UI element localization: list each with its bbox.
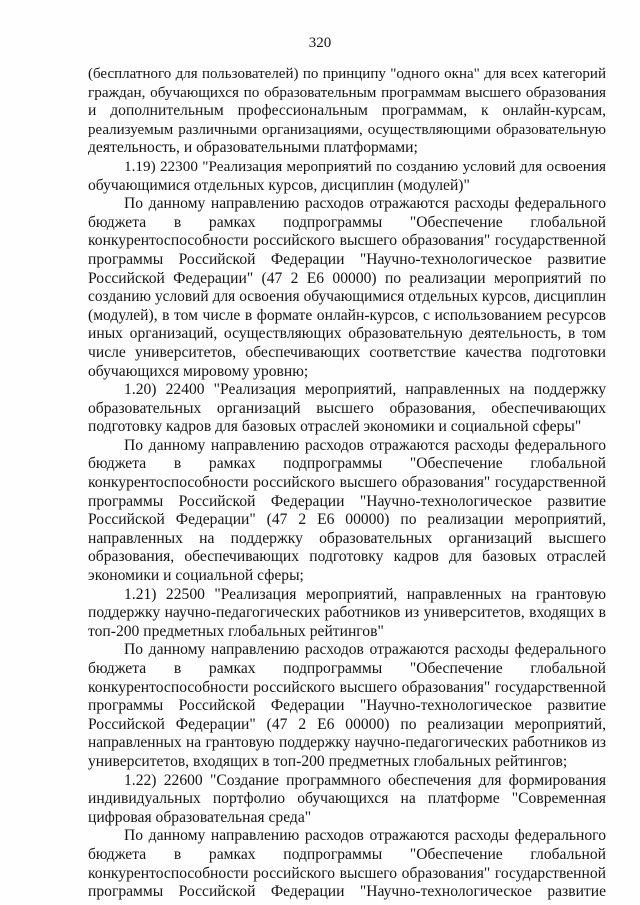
text-line: программы Российской Федерации "Научно-технологическое развитие <box>88 492 606 510</box>
text-line: конкурентоспособности российского высшего образования" государственной <box>88 474 606 492</box>
text-line: поддержку научно-педагогических работников из университетов, входящих в <box>88 604 606 622</box>
text-line: программы Российской Федерации "Научно-технологическое развитие <box>88 697 606 715</box>
text-line: программы Российской Федерации "Научно-технологическое развитие <box>88 250 606 268</box>
text-line: (модулей), в том числе в формате онлайн-курсов, с использованием ресурсов <box>88 306 606 324</box>
text-line: университетов, входящих в топ-200 предметных глобальных рейтингов; <box>88 752 568 770</box>
text-line: обучающимися отдельных курсов, дисциплин (модулей)" <box>88 176 470 194</box>
text-line: числе университетов, обеспечивающих соответствие качества подготовки <box>88 343 606 361</box>
text-line: 1.22) 22600 "Создание программного обеспечения для формирования <box>124 771 606 789</box>
text-line: реализуемым различными организациями, осуществляющими образовательную <box>88 121 606 138</box>
text-line: конкурентоспособности российского высшего образования" государственной <box>88 678 606 696</box>
text-line: Российской Федерации" (47 2 Е6 00000) по реализации мероприятий, <box>88 715 606 733</box>
document-body <box>88 65 606 902</box>
text-line: По данному направлению расходов отражаются расходы федерального <box>124 436 606 454</box>
text-line: обучающихся мировому уровню; <box>88 362 309 380</box>
text-line: созданию условий для освоения обучающимися отдельных курсов, дисциплин <box>88 288 606 306</box>
text-line: 1.19) 22300 "Реализация мероприятий по созданию условий для освоения <box>124 157 606 175</box>
text-line: направленных на поддержку образовательных организаций высшего <box>88 529 606 547</box>
text-line: направленных на грантовую поддержку научно-педагогических работников из <box>88 734 606 752</box>
text-line: бюджета в рамках подпрограммы "Обеспечение глобальной <box>88 213 606 231</box>
text-line: По данному направлению расходов отражаются расходы федерального <box>124 827 606 845</box>
text-line: Российской Федерации" (47 2 Е6 00000) по реализации мероприятий по <box>88 269 606 287</box>
text-line: программы Российской Федерации "Научно-технологическое развитие <box>88 883 606 901</box>
text-line: бюджета в рамках подпрограммы "Обеспечение глобальной <box>88 845 606 863</box>
text-line: бюджета в рамках подпрограммы "Обеспечение глобальной <box>88 455 606 473</box>
text-line: конкурентоспособности российского высшего образования" государственной <box>88 864 606 882</box>
text-line: подготовку кадров для базовых отраслей экономики и социальной сферы" <box>88 418 582 436</box>
text-line: 1.21) 22500 "Реализация мероприятий, направленных на грантовую <box>124 585 606 603</box>
text-line: граждан, обучающихся по образовательным программам высшего образования <box>88 83 606 101</box>
page-number: 320 <box>308 35 332 51</box>
text-line: бюджета в рамках подпрограммы "Обеспечение глобальной <box>88 660 606 677</box>
text-line: образовательных организаций высшего образования, обеспечивающих <box>88 399 606 417</box>
text-line: По данному направлению расходов отражаются расходы федерального <box>124 641 606 659</box>
text-line: 1.20) 22400 "Реализация мероприятий, направленных на поддержку <box>124 381 606 399</box>
text-line: топ-200 предметных глобальных рейтингов" <box>88 622 384 640</box>
text-line: и дополнительным профессиональным программам, к онлайн-курсам, <box>88 102 606 120</box>
text-line: конкурентоспособности российского высшего образования" государственной <box>88 232 606 250</box>
text-line: индивидуальных портфолио обучающихся на платформе "Современная <box>88 790 606 808</box>
text-line: иных организаций, осуществляющих образовательную деятельность, в том <box>88 325 606 343</box>
text-line: экономики и социальной сферы; <box>88 567 304 585</box>
text-line: цифровая образовательная среда" <box>88 808 312 826</box>
text-line: Российской Федерации" (47 2 Е6 00000) по реализации мероприятий, <box>88 511 606 529</box>
text-line: По данному направлению расходов отражаются расходы федерального <box>124 195 606 213</box>
text-line: (бесплатного для пользователей) по принципу "одного окна" для всех категорий <box>88 66 606 82</box>
text-line: деятельность, и образовательными платформами; <box>88 139 418 157</box>
text-line: образования, обеспечивающих подготовку кадров для базовых отраслей <box>88 548 606 566</box>
